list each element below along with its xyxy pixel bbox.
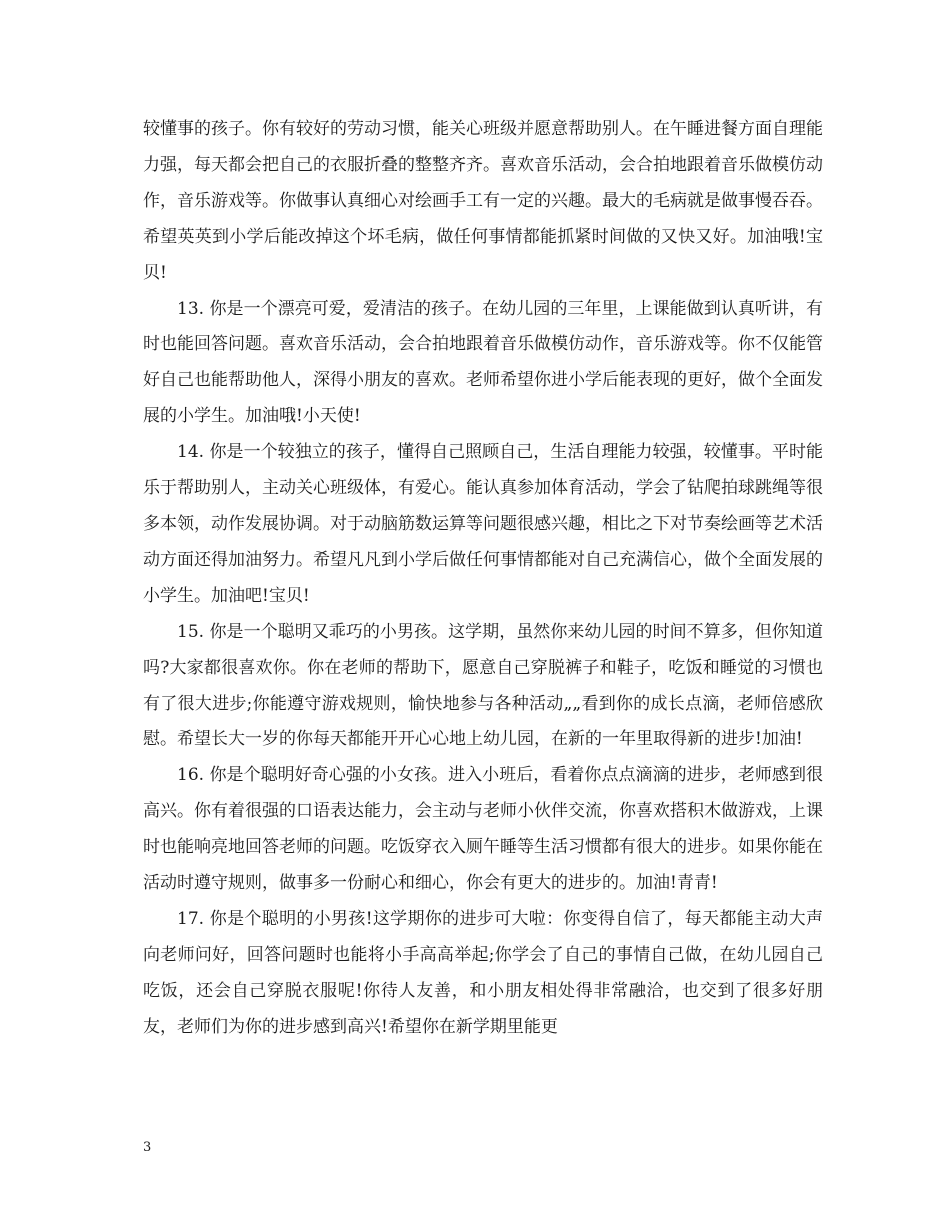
paragraph-item-14: 14. 你是一个较独立的孩子，懂得自己照顾自己，生活自理能力较强，较懂事。平时能乐于帮助别人，主动关心班级体，有爱心。能认真参加体育活动，学会了钻爬拍球跳绳等很多本领，动作发展协调。对于动脑筋数运算等问题很感兴趣，相比之下对节奏绘画等艺术活动方面还得加油努力。希望凡凡到小学后做任何事情都能对自己充满信心，做个全面发展的小学生。加油吧!宝贝! xyxy=(143,442,823,606)
paragraph-item-16: 16. 你是个聪明好奇心强的小女孩。进入小班后，看着你点点滴滴的进步，老师感到很高兴。你有着很强的口语表达能力，会主动与老师小伙伴交流，你喜欢搭积木做游戏，上课时也能响亮地回答老师的问题。吃饭穿衣入厕午睡等生活习惯都有很大的进步。如果你能在活动时遵守规则，做事多一份耐心和细心，你会有更大的进步的。加油!青青! xyxy=(143,765,823,894)
document-body xyxy=(143,112,823,1046)
paragraph-item-15: 15. 你是一个聪明又乖巧的小男孩。这学期，虽然你来幼儿园的时间不算多，但你知道吗?大家都很喜欢你。你在老师的帮助下，愿意自己穿脱裤子和鞋子，吃饭和睡觉的习惯也有了很大进步;你能遵守游戏规则，愉快地参与各种活动„„看到你的成长点滴，老师倍感欣慰。希望长大一岁的你每天都能开开心心地上幼儿园，在新的一年里取得新的进步!加油! xyxy=(143,621,823,750)
paragraph-item-17: 17. 你是个聪明的小男孩!这学期你的进步可大啦：你变得自信了，每天都能主动大声向老师问好，回答问题时也能将小手高高举起;你学会了自己的事情自己做，在幼儿园自己吃饭，还会自己穿脱衣服呢!你待人友善，和小朋友相处得非常融洽，也交到了很多好朋友，老师们为你的进步感到高兴!希望你在新学期里能更 xyxy=(143,908,823,1037)
page-number: 3 xyxy=(143,1140,152,1155)
paragraph-item-13: 13. 你是一个漂亮可爱，爱清洁的孩子。在幼儿园的三年里，上课能做到认真听讲，有时也能回答问题。喜欢音乐活动，会合拍地跟着音乐做模仿动作，音乐游戏等。你不仅能管好自己也能帮助他人，深得小朋友的喜欢。老师希望你进小学后能表现的更好，做个全面发展的小学生。加油哦!小天使! xyxy=(143,298,823,427)
paragraph-continuation: 较懂事的孩子。你有较好的劳动习惯，能关心班级并愿意帮助别人。在午睡进餐方面自理能力强，每天都会把自己的衣服折叠的整整齐齐。喜欢音乐活动，会合拍地跟着音乐做模仿动作，音乐游戏等。你做事认真细心对绘画手工有一定的兴趣。最大的毛病就是做事慢吞吞。希望英英到小学后能改掉这个坏毛病，做任何事情都能抓紧时间做的又快又好。加油哦!宝贝! xyxy=(143,119,823,283)
